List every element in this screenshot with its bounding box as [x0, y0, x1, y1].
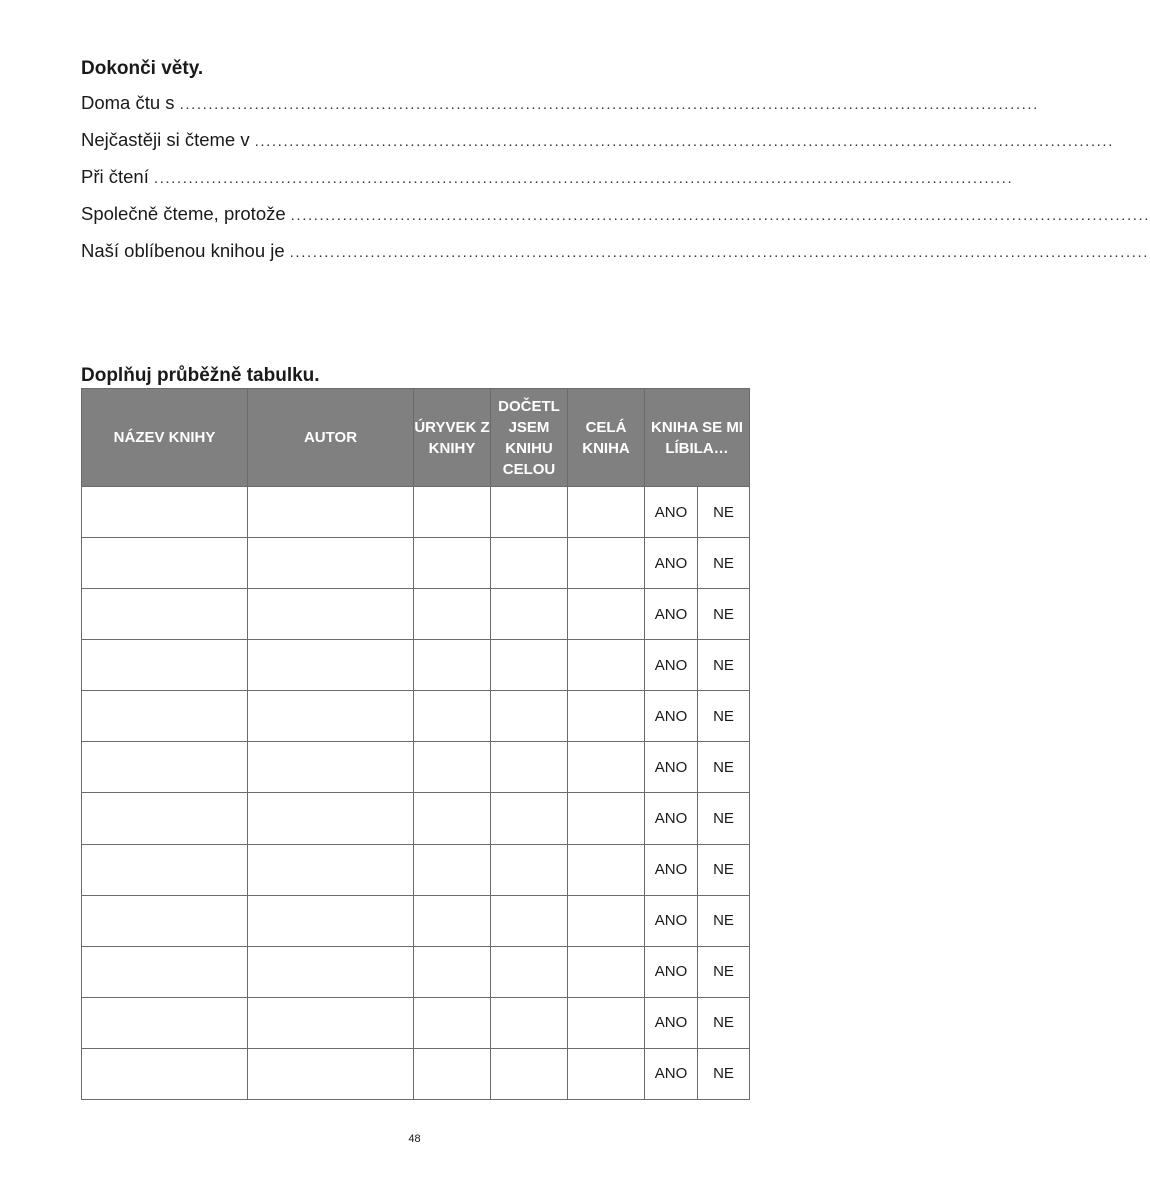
option-yes[interactable]: ANO	[645, 997, 698, 1048]
cell-book-title[interactable]	[82, 589, 248, 640]
sentence-item[interactable]	[81, 129, 1114, 166]
cell-book-title[interactable]	[82, 742, 248, 793]
cell-author[interactable]	[248, 487, 414, 538]
table-row	[82, 946, 750, 997]
option-yes[interactable]: ANO	[645, 589, 698, 640]
cell-finished[interactable]	[491, 997, 568, 1048]
table-header-row	[82, 389, 750, 487]
cell-book-title[interactable]	[82, 487, 248, 538]
cell-excerpt[interactable]	[414, 946, 491, 997]
option-no[interactable]: NE	[698, 844, 750, 895]
option-yes[interactable]: ANO	[645, 538, 698, 589]
cell-finished[interactable]	[491, 946, 568, 997]
sentence-label: Při čtení	[81, 166, 149, 187]
cell-finished[interactable]	[491, 793, 568, 844]
cell-author[interactable]	[248, 946, 414, 997]
option-no[interactable]: NE	[698, 589, 750, 640]
cell-excerpt[interactable]	[414, 691, 491, 742]
sentence-label: Naší oblíbenou knihou je	[81, 240, 285, 261]
cell-finished[interactable]	[491, 640, 568, 691]
cell-finished[interactable]	[491, 895, 568, 946]
fill-in-line[interactable]: .....................................................................................................................................................	[153, 170, 1014, 187]
cell-whole-book[interactable]	[568, 946, 645, 997]
sentence-list	[81, 92, 1150, 277]
sentences-title: Dokonči věty.	[81, 58, 204, 79]
cell-excerpt[interactable]	[414, 742, 491, 793]
option-yes[interactable]: ANO	[645, 640, 698, 691]
table-row	[82, 895, 750, 946]
table-row	[82, 589, 750, 640]
fill-in-line[interactable]: .....................................................................................................................................................	[254, 133, 1114, 150]
cell-author[interactable]	[248, 997, 414, 1048]
option-yes[interactable]: ANO	[645, 691, 698, 742]
option-yes[interactable]: ANO	[645, 844, 698, 895]
fill-in-line[interactable]: .....................................................................................................................................................	[179, 96, 1039, 113]
cell-finished[interactable]	[491, 844, 568, 895]
header-book-title: NÁZEV KNIHY	[82, 389, 248, 487]
header-author: AUTOR	[248, 389, 414, 487]
cell-finished[interactable]	[491, 691, 568, 742]
cell-whole-book[interactable]	[568, 997, 645, 1048]
option-no[interactable]: NE	[698, 742, 750, 793]
cell-book-title[interactable]	[82, 946, 248, 997]
cell-book-title[interactable]	[82, 538, 248, 589]
fill-in-line[interactable]: .....................................................................................................................................................	[289, 244, 1150, 261]
cell-finished[interactable]	[491, 538, 568, 589]
cell-finished[interactable]	[491, 589, 568, 640]
cell-whole-book[interactable]	[568, 844, 645, 895]
cell-author[interactable]	[248, 589, 414, 640]
option-yes[interactable]: ANO	[645, 1048, 698, 1099]
cell-whole-book[interactable]	[568, 589, 645, 640]
cell-finished[interactable]	[491, 487, 568, 538]
cell-excerpt[interactable]	[414, 895, 491, 946]
cell-excerpt[interactable]	[414, 997, 491, 1048]
cell-book-title[interactable]	[82, 640, 248, 691]
sentence-item[interactable]	[81, 92, 1039, 129]
cell-author[interactable]	[248, 895, 414, 946]
option-no[interactable]: NE	[698, 997, 750, 1048]
option-no[interactable]: NE	[698, 487, 750, 538]
cell-whole-book[interactable]	[568, 538, 645, 589]
cell-author[interactable]	[248, 691, 414, 742]
option-no[interactable]: NE	[698, 895, 750, 946]
sentence-label: Společně čteme, protože	[81, 203, 286, 224]
cell-excerpt[interactable]	[414, 589, 491, 640]
cell-excerpt[interactable]	[414, 538, 491, 589]
option-yes[interactable]: ANO	[645, 487, 698, 538]
cell-whole-book[interactable]	[568, 487, 645, 538]
table-row	[82, 844, 750, 895]
option-no[interactable]: NE	[698, 1048, 750, 1099]
cell-author[interactable]	[248, 640, 414, 691]
option-no[interactable]: NE	[698, 946, 750, 997]
cell-finished[interactable]	[491, 1048, 568, 1099]
sentence-item[interactable]	[81, 166, 1014, 203]
table-row	[82, 1048, 750, 1099]
header-liked: KNIHA SE MI LÍBILA…	[645, 389, 750, 487]
table-row	[82, 487, 750, 538]
table-row	[82, 997, 750, 1048]
table-row	[82, 538, 750, 589]
header-finished: DOČETL JSEM KNIHU CELOU	[491, 389, 568, 487]
option-no[interactable]: NE	[698, 793, 750, 844]
cell-author[interactable]	[248, 844, 414, 895]
cell-author[interactable]	[248, 793, 414, 844]
cell-excerpt[interactable]	[414, 640, 491, 691]
cell-book-title[interactable]	[82, 1048, 248, 1099]
cell-book-title[interactable]	[82, 844, 248, 895]
cell-excerpt[interactable]	[414, 1048, 491, 1099]
sentence-item[interactable]	[81, 240, 1150, 277]
option-yes[interactable]: ANO	[645, 793, 698, 844]
cell-book-title[interactable]	[82, 793, 248, 844]
cell-whole-book[interactable]	[568, 793, 645, 844]
cell-book-title[interactable]	[82, 997, 248, 1048]
cell-author[interactable]	[248, 538, 414, 589]
table-row	[82, 691, 750, 742]
cell-finished[interactable]	[491, 742, 568, 793]
table-title: Doplňuj průběžně tabulku.	[81, 365, 320, 386]
header-excerpt: ÚRYVEK Z KNIHY	[414, 389, 491, 487]
sentence-label: Doma čtu s	[81, 92, 175, 113]
cell-excerpt[interactable]	[414, 487, 491, 538]
cell-whole-book[interactable]	[568, 1048, 645, 1099]
option-no[interactable]: NE	[698, 691, 750, 742]
reading-tracker-table	[81, 388, 750, 1100]
cell-excerpt[interactable]	[414, 793, 491, 844]
cell-book-title[interactable]	[82, 895, 248, 946]
table-row	[82, 640, 750, 691]
option-no[interactable]: NE	[698, 538, 750, 589]
table-row	[82, 793, 750, 844]
cell-whole-book[interactable]	[568, 640, 645, 691]
cell-whole-book[interactable]	[568, 742, 645, 793]
option-no[interactable]: NE	[698, 640, 750, 691]
option-yes[interactable]: ANO	[645, 946, 698, 997]
option-yes[interactable]: ANO	[645, 742, 698, 793]
cell-excerpt[interactable]	[414, 844, 491, 895]
cell-whole-book[interactable]	[568, 691, 645, 742]
page-number: 48	[408, 1133, 421, 1145]
table-row	[82, 742, 750, 793]
sentence-label: Nejčastěji si čteme v	[81, 129, 250, 150]
cell-book-title[interactable]	[82, 691, 248, 742]
cell-author[interactable]	[248, 1048, 414, 1099]
option-yes[interactable]: ANO	[645, 895, 698, 946]
cell-whole-book[interactable]	[568, 895, 645, 946]
cell-author[interactable]	[248, 742, 414, 793]
header-whole-book: CELÁ KNIHA	[568, 389, 645, 487]
fill-in-line[interactable]: .....................................................................................................................................................	[290, 207, 1150, 224]
sentence-item[interactable]	[81, 203, 1150, 240]
